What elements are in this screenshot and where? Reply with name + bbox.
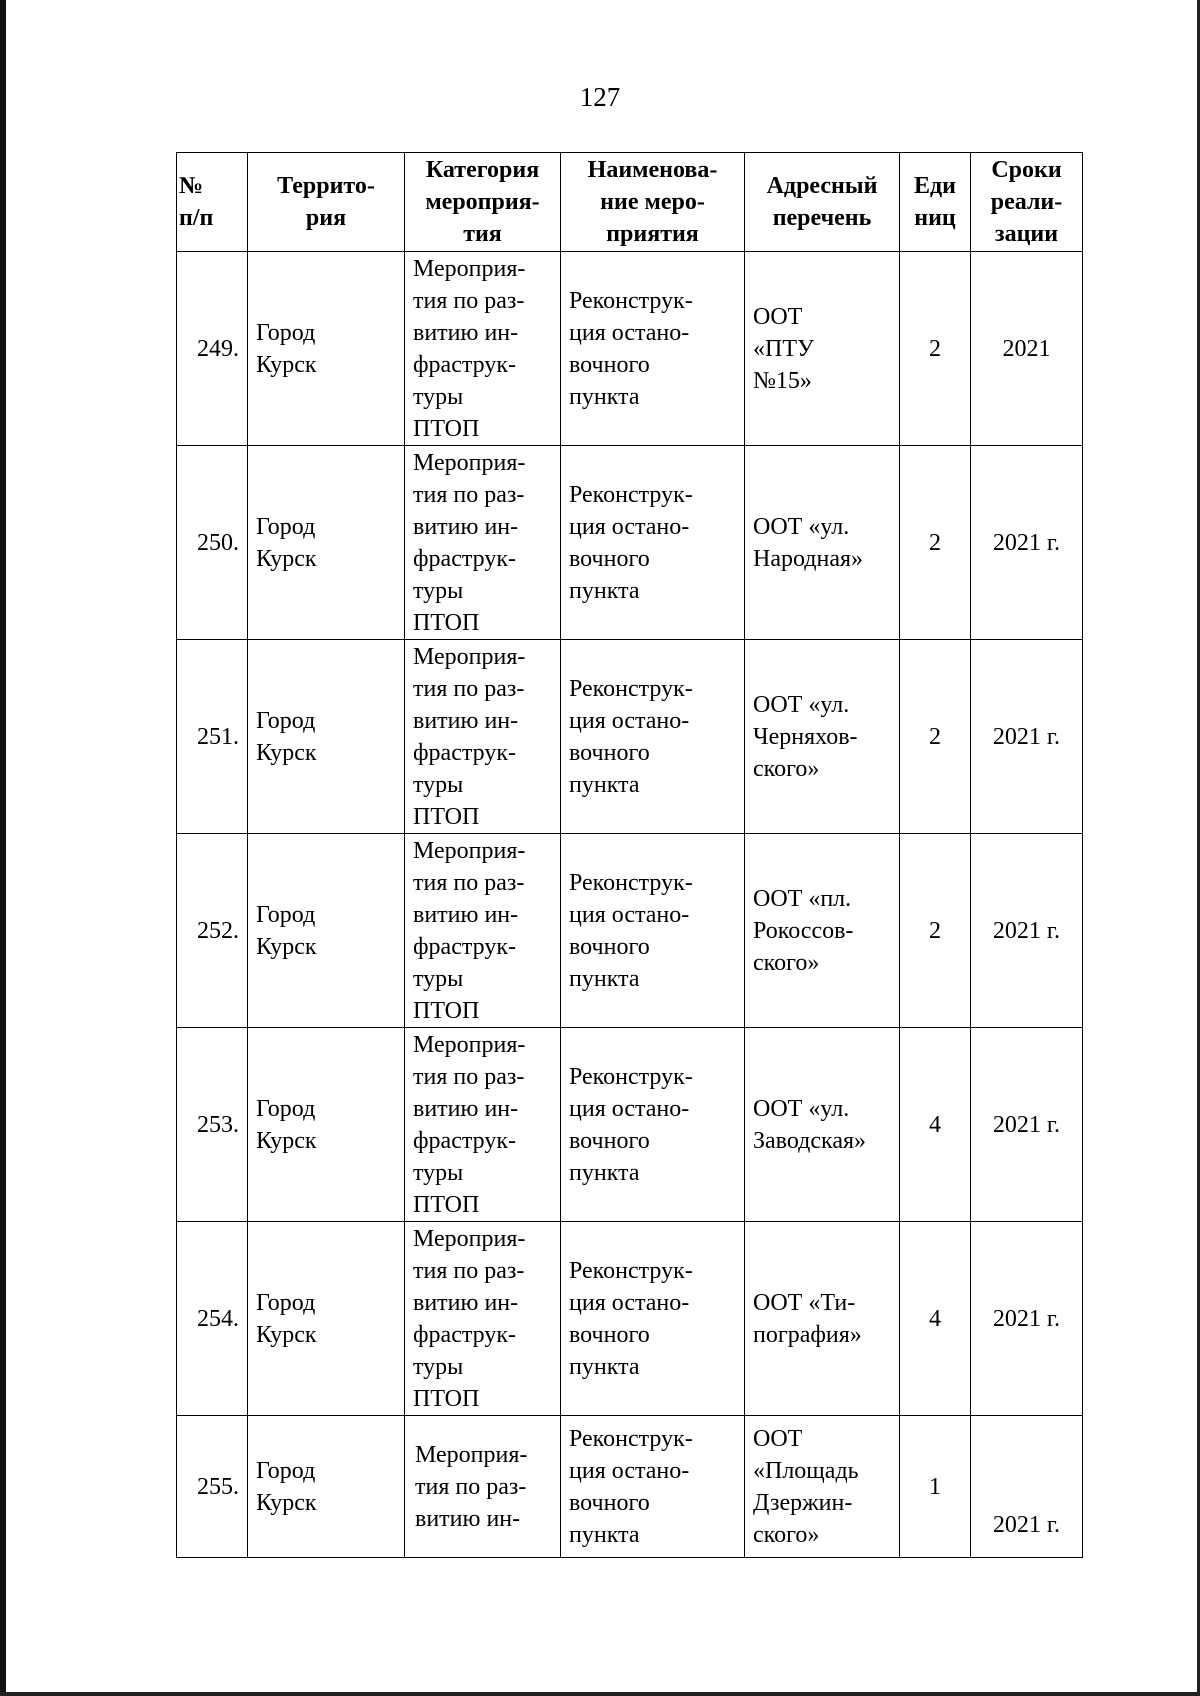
cell-address: ООТ «Площадь Дзержин- ского» — [745, 1416, 900, 1558]
cell-territory: Город Курск — [248, 834, 405, 1028]
cell-category: Мероприя- тия по раз- витию ин- фраструк- туры ПТОП — [405, 834, 561, 1028]
cell-address: ООТ «пл. Рокоссов- ского» — [745, 834, 900, 1028]
page-number: 127 — [579, 82, 621, 112]
cell-number: 253. — [177, 1028, 248, 1222]
table-row — [177, 640, 1083, 834]
cell-number: 251. — [177, 640, 248, 834]
table-row — [177, 252, 1083, 446]
cell-units: 1 — [900, 1416, 971, 1558]
cell-deadline: 2021 — [971, 252, 1083, 446]
cell-number: 252. — [177, 834, 248, 1028]
cell-address: ООТ «Ти- пография» — [745, 1222, 900, 1416]
cell-measure-name: Реконструк- ция остано- вочного пункта — [561, 1222, 745, 1416]
cell-measure-name: Реконструк- ция остано- вочного пункта — [561, 1028, 745, 1222]
cell-units: 4 — [900, 1222, 971, 1416]
cell-number: 250. — [177, 446, 248, 640]
table-row — [177, 1416, 1083, 1558]
cell-category: Мероприя- тия по раз- витию ин- фраструк- туры ПТОП — [405, 252, 561, 446]
header-units: Еди ниц — [900, 153, 971, 252]
cell-territory: Город Курск — [248, 1416, 405, 1558]
scan-edge-bottom — [0, 1692, 1200, 1696]
cell-measure-name: Реконструк- ция остано- вочного пункта — [561, 834, 745, 1028]
header-category: Категория мероприя- тия — [405, 153, 561, 252]
table-row — [177, 446, 1083, 640]
cell-units: 2 — [900, 640, 971, 834]
header-territory: Террито- рия — [248, 153, 405, 252]
cell-measure-name: Реконструк- ция остано- вочного пункта — [561, 252, 745, 446]
cell-category: Мероприя- тия по раз- витию ин- фраструк- туры ПТОП — [405, 1222, 561, 1416]
cell-territory: Город Курск — [248, 446, 405, 640]
cell-territory: Город Курск — [248, 640, 405, 834]
measures-table — [176, 152, 1083, 1558]
cell-units: 2 — [900, 252, 971, 446]
cell-number: 254. — [177, 1222, 248, 1416]
cell-category: Мероприя- тия по раз- витию ин- фраструк- туры ПТОП — [405, 640, 561, 834]
cell-address: ООТ «ул. Народная» — [745, 446, 900, 640]
cell-address: ООТ «ул. Заводская» — [745, 1028, 900, 1222]
cell-units: 4 — [900, 1028, 971, 1222]
header-measure-name: Наименова- ние меро- приятия — [561, 153, 745, 252]
table-row — [177, 1222, 1083, 1416]
cell-deadline: 2021 г. — [971, 446, 1083, 640]
cell-deadline: 2021 г. — [971, 1028, 1083, 1222]
cell-number: 255. — [177, 1416, 248, 1558]
table-row — [177, 834, 1083, 1028]
cell-units: 2 — [900, 446, 971, 640]
cell-units: 2 — [900, 834, 971, 1028]
cell-address: ООТ «ул. Черняхов- ского» — [745, 640, 900, 834]
cell-deadline: 2021 г. — [971, 640, 1083, 834]
cell-measure-name: Реконструк- ция остано- вочного пункта — [561, 1416, 745, 1558]
table-row — [177, 1028, 1083, 1222]
cell-category: Мероприя- тия по раз- витию ин- фраструк- туры ПТОП — [405, 1028, 561, 1222]
cell-number: 249. — [177, 252, 248, 446]
header-deadline: Сроки реали- зации — [971, 153, 1083, 252]
cell-territory: Город Курск — [248, 252, 405, 446]
cell-territory: Город Курск — [248, 1028, 405, 1222]
cell-measure-name: Реконструк- ция остано- вочного пункта — [561, 446, 745, 640]
cell-territory: Город Курск — [248, 1222, 405, 1416]
cell-category: Мероприя- тия по раз- витию ин- фраструк- туры ПТОП — [405, 446, 561, 640]
cell-deadline: 2021 г. — [971, 834, 1083, 1028]
scan-edge-left — [0, 0, 6, 1696]
table-header-row — [177, 153, 1083, 252]
header-number: № п/п — [177, 153, 248, 252]
cell-deadline: 2021 г. — [971, 1416, 1083, 1558]
cell-measure-name: Реконструк- ция остано- вочного пункта — [561, 640, 745, 834]
cell-deadline: 2021 г. — [971, 1222, 1083, 1416]
cell-address: ООТ «ПТУ №15» — [745, 252, 900, 446]
header-address: Адресный перечень — [745, 153, 900, 252]
cell-category: Мероприя- тия по раз- витию ин- — [405, 1416, 561, 1558]
